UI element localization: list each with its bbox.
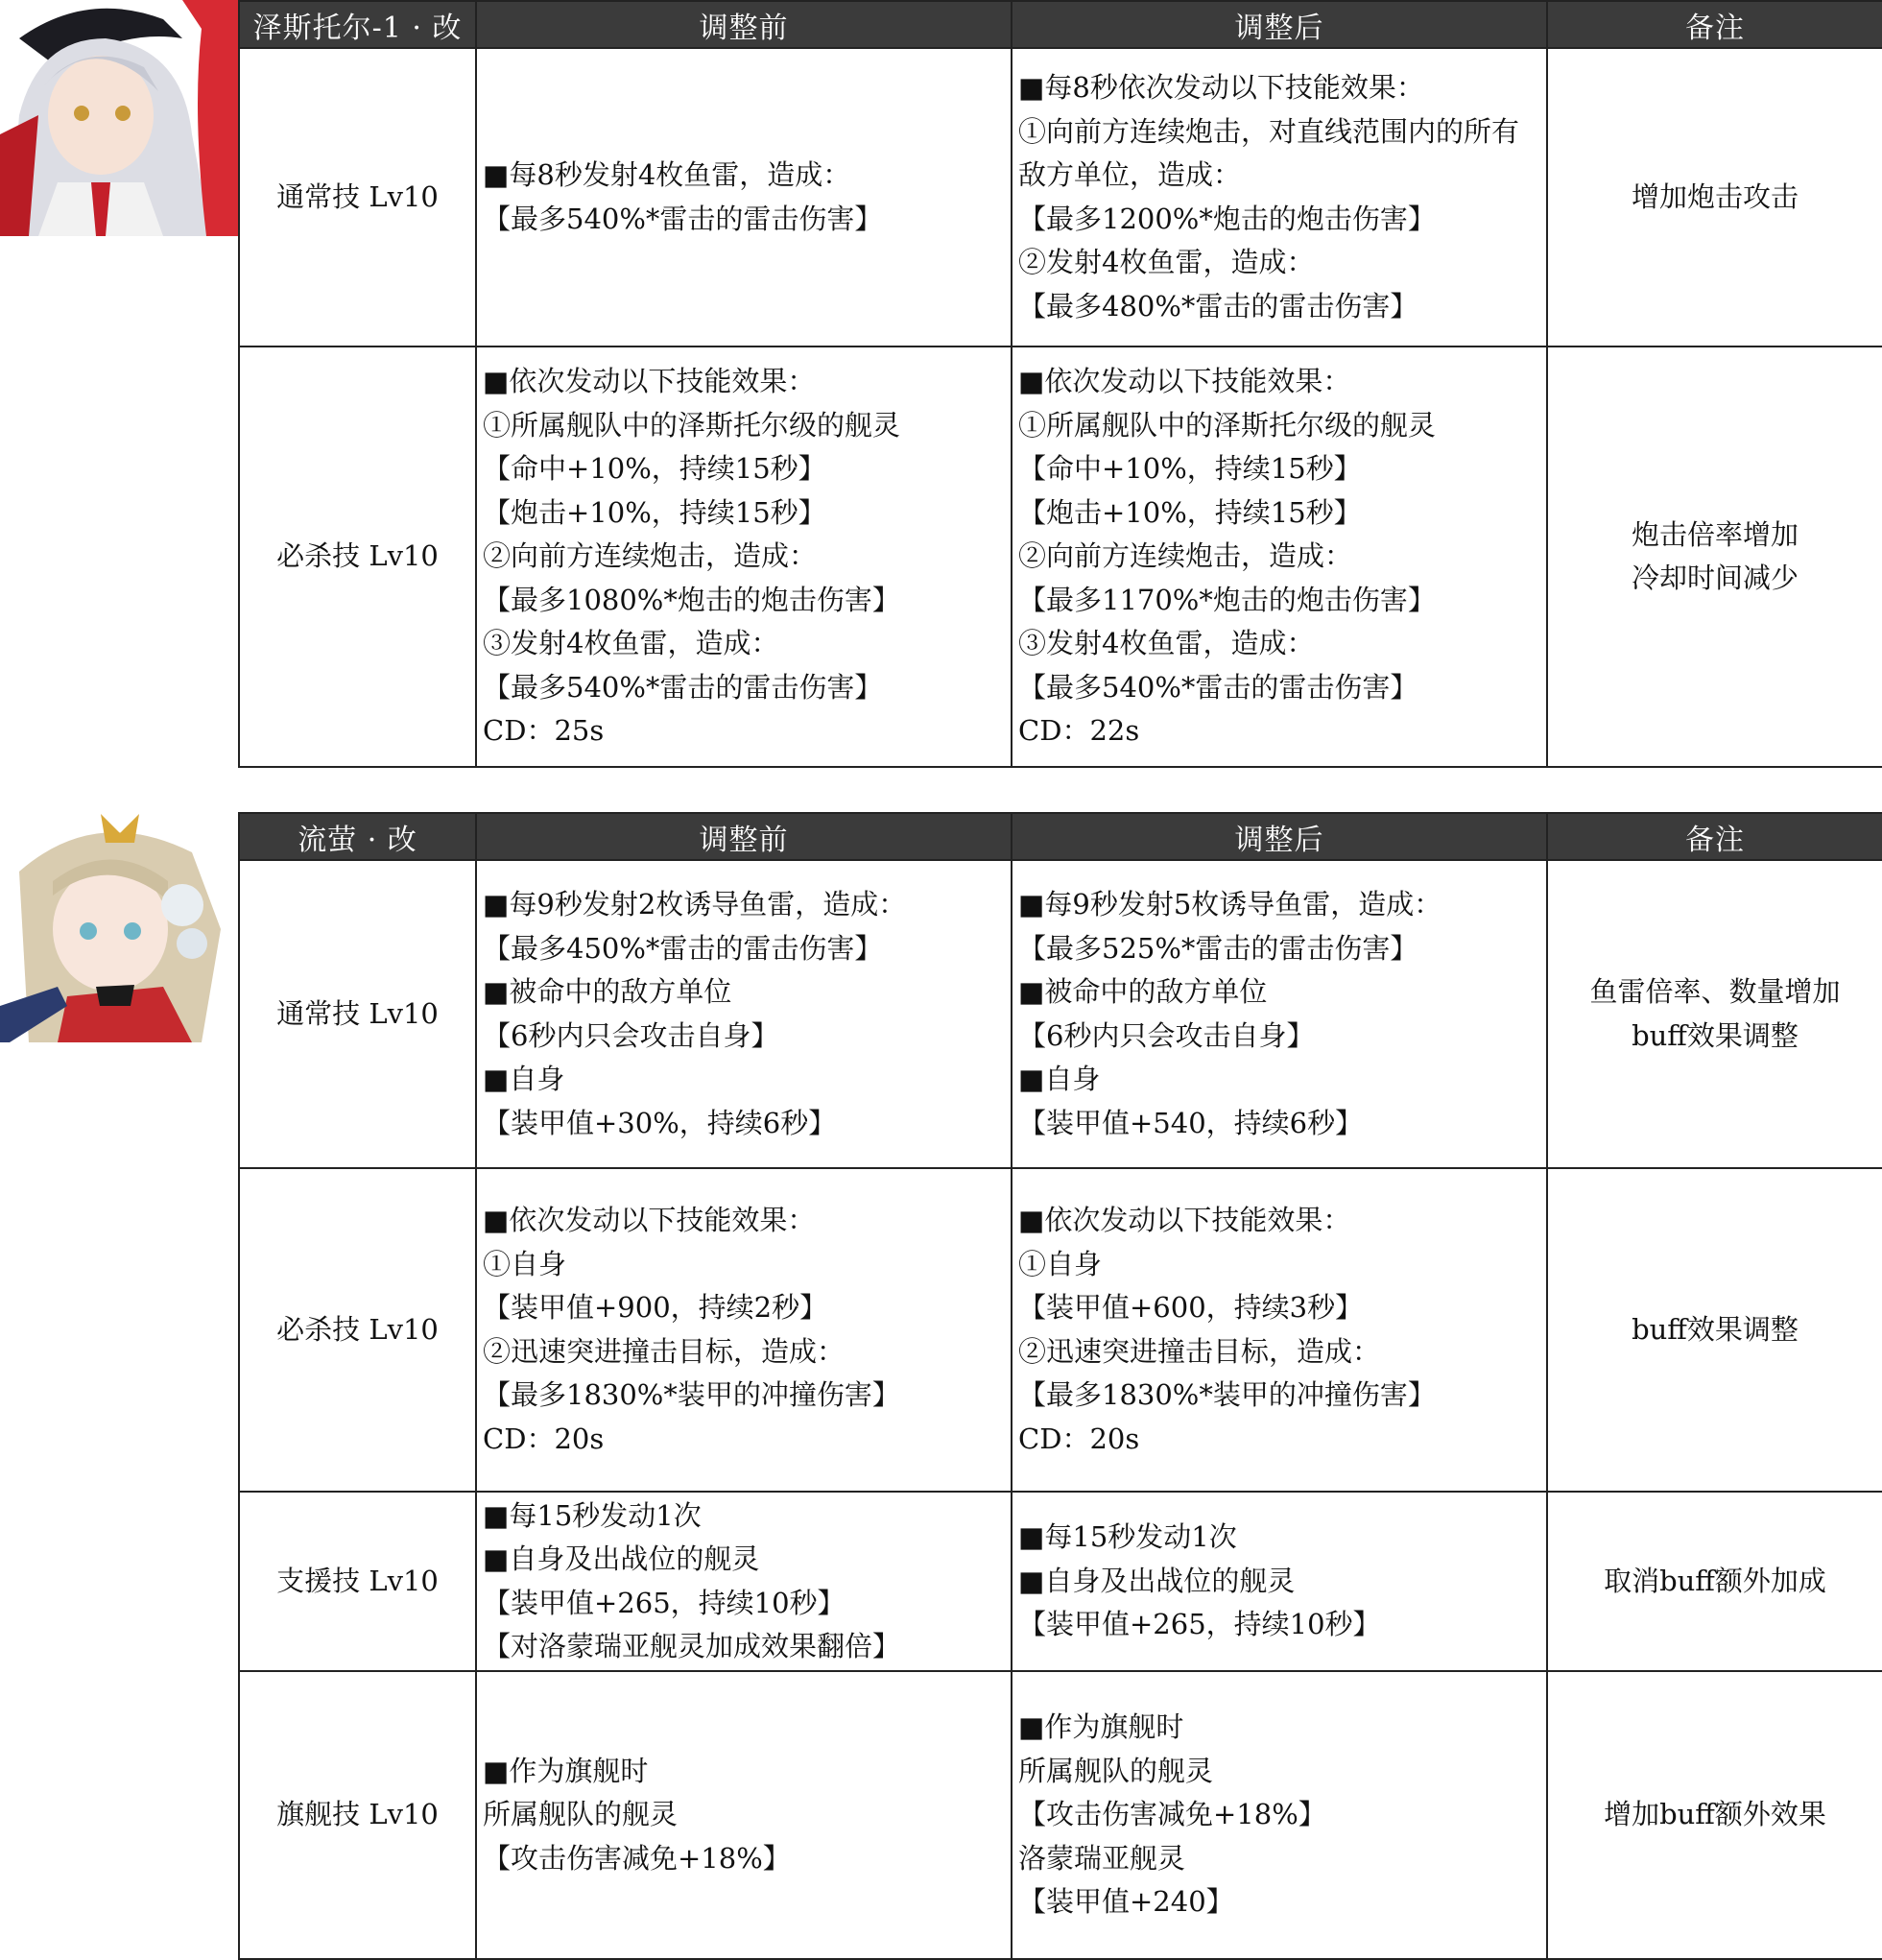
before-cell: [476, 347, 1012, 767]
table-row: [239, 1168, 1882, 1492]
after-line: ③发射4枚鱼雷，造成：: [1018, 627, 1315, 660]
after-line: ■被命中的敌方单位: [1018, 975, 1268, 1008]
note-line: 增加炮击攻击: [1631, 179, 1799, 213]
note-header: 备注: [1547, 1, 1882, 48]
before-line: CD：20s: [483, 1422, 605, 1455]
after-line: 敌方单位，造成：: [1018, 158, 1242, 191]
before-line: ①所属舰队中的泽斯托尔级的舰灵: [483, 408, 901, 442]
after-line: ■作为旗舰时: [1018, 1710, 1184, 1744]
after-line: 【最多1170%*炮击的炮击伤害】: [1018, 583, 1436, 616]
before-line: ■依次发动以下技能效果：: [483, 365, 816, 398]
skill-name: 必杀技 Lv10: [239, 1168, 476, 1492]
note-cell: [1547, 347, 1882, 767]
after-line: ②迅速突进撞击目标，造成：: [1018, 1334, 1381, 1368]
before-line: CD：25s: [483, 714, 605, 748]
after-line: ■自身: [1018, 1063, 1101, 1095]
before-line: ■自身: [483, 1063, 565, 1095]
before-line: 【最多540%*雷击的雷击伤害】: [483, 202, 883, 235]
note-cell: [1547, 48, 1882, 347]
note-line: 取消buff额外加成: [1604, 1564, 1826, 1597]
before-line: ■被命中的敌方单位: [483, 975, 732, 1008]
note-cell: [1547, 860, 1882, 1168]
before-line: ③发射4枚鱼雷，造成：: [483, 627, 779, 660]
before-line: 【最多540%*雷击的雷击伤害】: [483, 670, 883, 704]
character-name-header: 流萤 · 改: [239, 813, 476, 860]
after-line: 【装甲值+265，持续10秒】: [1018, 1608, 1381, 1641]
after-line: ■每15秒发动1次: [1018, 1520, 1237, 1554]
skill-name: 必杀技 Lv10: [239, 347, 476, 767]
after-cell: [1012, 347, 1547, 767]
before-line: 【炮击+10%，持续15秒】: [483, 495, 826, 529]
after-line: 【最多540%*雷击的雷击伤害】: [1018, 670, 1418, 704]
table-row: [239, 48, 1882, 347]
before-line: 【攻击伤害减免+18%】: [483, 1841, 791, 1875]
before-cell: [476, 1671, 1012, 1959]
after-line: CD：20s: [1018, 1422, 1140, 1455]
after-cell: [1012, 1492, 1547, 1671]
after-line: ①向前方连续炮击，对直线范围内的所有: [1018, 114, 1520, 148]
note-cell: [1547, 1671, 1882, 1959]
after-line: ②向前方连续炮击，造成：: [1018, 539, 1353, 573]
before-line: ■依次发动以下技能效果：: [483, 1204, 816, 1236]
after-line: ②发射4枚鱼雷，造成：: [1018, 246, 1315, 278]
table-row: [239, 1492, 1882, 1671]
after-line: 【命中+10%，持续15秒】: [1018, 452, 1362, 486]
table-row: [239, 860, 1882, 1168]
after-line: 【炮击+10%，持续15秒】: [1018, 495, 1362, 529]
before-cell: [476, 1492, 1012, 1671]
after-line: ①自身: [1018, 1247, 1103, 1280]
before-cell: [476, 48, 1012, 347]
before-line: 【对洛蒙瑞亚舰灵加成效果翻倍】: [483, 1630, 901, 1662]
before-line: 【装甲值+900，持续2秒】: [483, 1291, 828, 1324]
after-line: 【最多480%*雷击的雷击伤害】: [1018, 289, 1418, 323]
character-name-header: 泽斯托尔-1 · 改: [239, 1, 476, 48]
after-line: 洛蒙瑞亚舰灵: [1018, 1841, 1186, 1875]
before-line: 【装甲值+30%，持续6秒】: [483, 1106, 837, 1139]
before-header: 调整前: [476, 813, 1012, 860]
after-line: ①所属舰队中的泽斯托尔级的舰灵: [1018, 408, 1437, 442]
note-line: 鱼雷倍率、数量增加: [1589, 975, 1841, 1008]
before-line: 所属舰队的舰灵: [483, 1798, 679, 1831]
after-line: 【最多1830%*装甲的冲撞伤害】: [1018, 1378, 1436, 1411]
before-line: ■自身及出战位的舰灵: [483, 1542, 760, 1575]
before-line: ■每9秒发射2枚诱导鱼雷，造成：: [483, 888, 907, 920]
after-line: 【装甲值+600，持续3秒】: [1018, 1291, 1364, 1324]
before-cell: [476, 1168, 1012, 1492]
skill-name: 通常技 Lv10: [239, 48, 476, 347]
after-line: ■每8秒依次发动以下技能效果：: [1018, 71, 1424, 104]
skill-table-zestore: [238, 0, 1882, 768]
after-line: 【装甲值+240】: [1018, 1885, 1234, 1919]
before-line: 【6秒内只会攻击自身】: [483, 1018, 779, 1052]
after-cell: [1012, 860, 1547, 1168]
note-header: 备注: [1547, 813, 1882, 860]
note-line: buff效果调整: [1632, 1018, 1799, 1052]
before-line: 【命中+10%，持续15秒】: [483, 452, 826, 486]
after-line: ■依次发动以下技能效果：: [1018, 1204, 1351, 1236]
note-line: 炮击倍率增加: [1631, 517, 1799, 551]
before-line: 【最多1830%*装甲的冲撞伤害】: [483, 1378, 900, 1411]
character-portrait-firefly: [0, 814, 240, 1042]
before-line: ②迅速突进撞击目标，造成：: [483, 1334, 846, 1368]
skill-table-firefly: [238, 812, 1882, 1960]
after-header: 调整后: [1012, 813, 1547, 860]
skill-name: 通常技 Lv10: [239, 860, 476, 1168]
before-line: 【最多1080%*炮击的炮击伤害】: [483, 583, 900, 616]
character-portrait-zestore: [0, 0, 240, 236]
after-line: 【装甲值+540，持续6秒】: [1018, 1106, 1364, 1139]
before-line: ■作为旗舰时: [483, 1754, 649, 1787]
before-line: ②向前方连续炮击，造成：: [483, 539, 818, 573]
before-header: 调整前: [476, 1, 1012, 48]
after-cell: [1012, 1168, 1547, 1492]
before-line: ■每8秒发射4枚鱼雷，造成：: [483, 158, 851, 191]
after-line: 所属舰队的舰灵: [1018, 1754, 1214, 1787]
after-line: ■每9秒发射5枚诱导鱼雷，造成：: [1018, 888, 1442, 920]
after-header: 调整后: [1012, 1, 1547, 48]
note-cell: [1547, 1492, 1882, 1671]
before-line: ■每15秒发动1次: [483, 1498, 702, 1532]
after-line: 【最多525%*雷击的雷击伤害】: [1018, 931, 1418, 965]
before-line: 【最多450%*雷击的雷击伤害】: [483, 931, 883, 965]
after-line: ■自身及出战位的舰灵: [1018, 1564, 1296, 1597]
after-cell: [1012, 48, 1547, 347]
before-cell: [476, 860, 1012, 1168]
note-line: 增加buff额外效果: [1604, 1798, 1826, 1831]
before-line: ①自身: [483, 1247, 567, 1280]
table-row: [239, 347, 1882, 767]
after-line: CD：22s: [1018, 714, 1140, 748]
after-line: ■依次发动以下技能效果：: [1018, 365, 1351, 398]
after-line: 【攻击伤害减免+18%】: [1018, 1798, 1326, 1831]
before-line: 【装甲值+265，持续10秒】: [483, 1586, 846, 1619]
note-cell: [1547, 1168, 1882, 1492]
after-line: 【6秒内只会攻击自身】: [1018, 1018, 1315, 1052]
note-line: 冷却时间减少: [1631, 562, 1799, 594]
skill-name: 旗舰技 Lv10: [239, 1671, 476, 1959]
skill-name: 支援技 Lv10: [239, 1492, 476, 1671]
note-line: buff效果调整: [1632, 1312, 1799, 1346]
after-line: 【最多1200%*炮击的炮击伤害】: [1018, 202, 1436, 235]
table-row: [239, 1671, 1882, 1959]
after-cell: [1012, 1671, 1547, 1959]
